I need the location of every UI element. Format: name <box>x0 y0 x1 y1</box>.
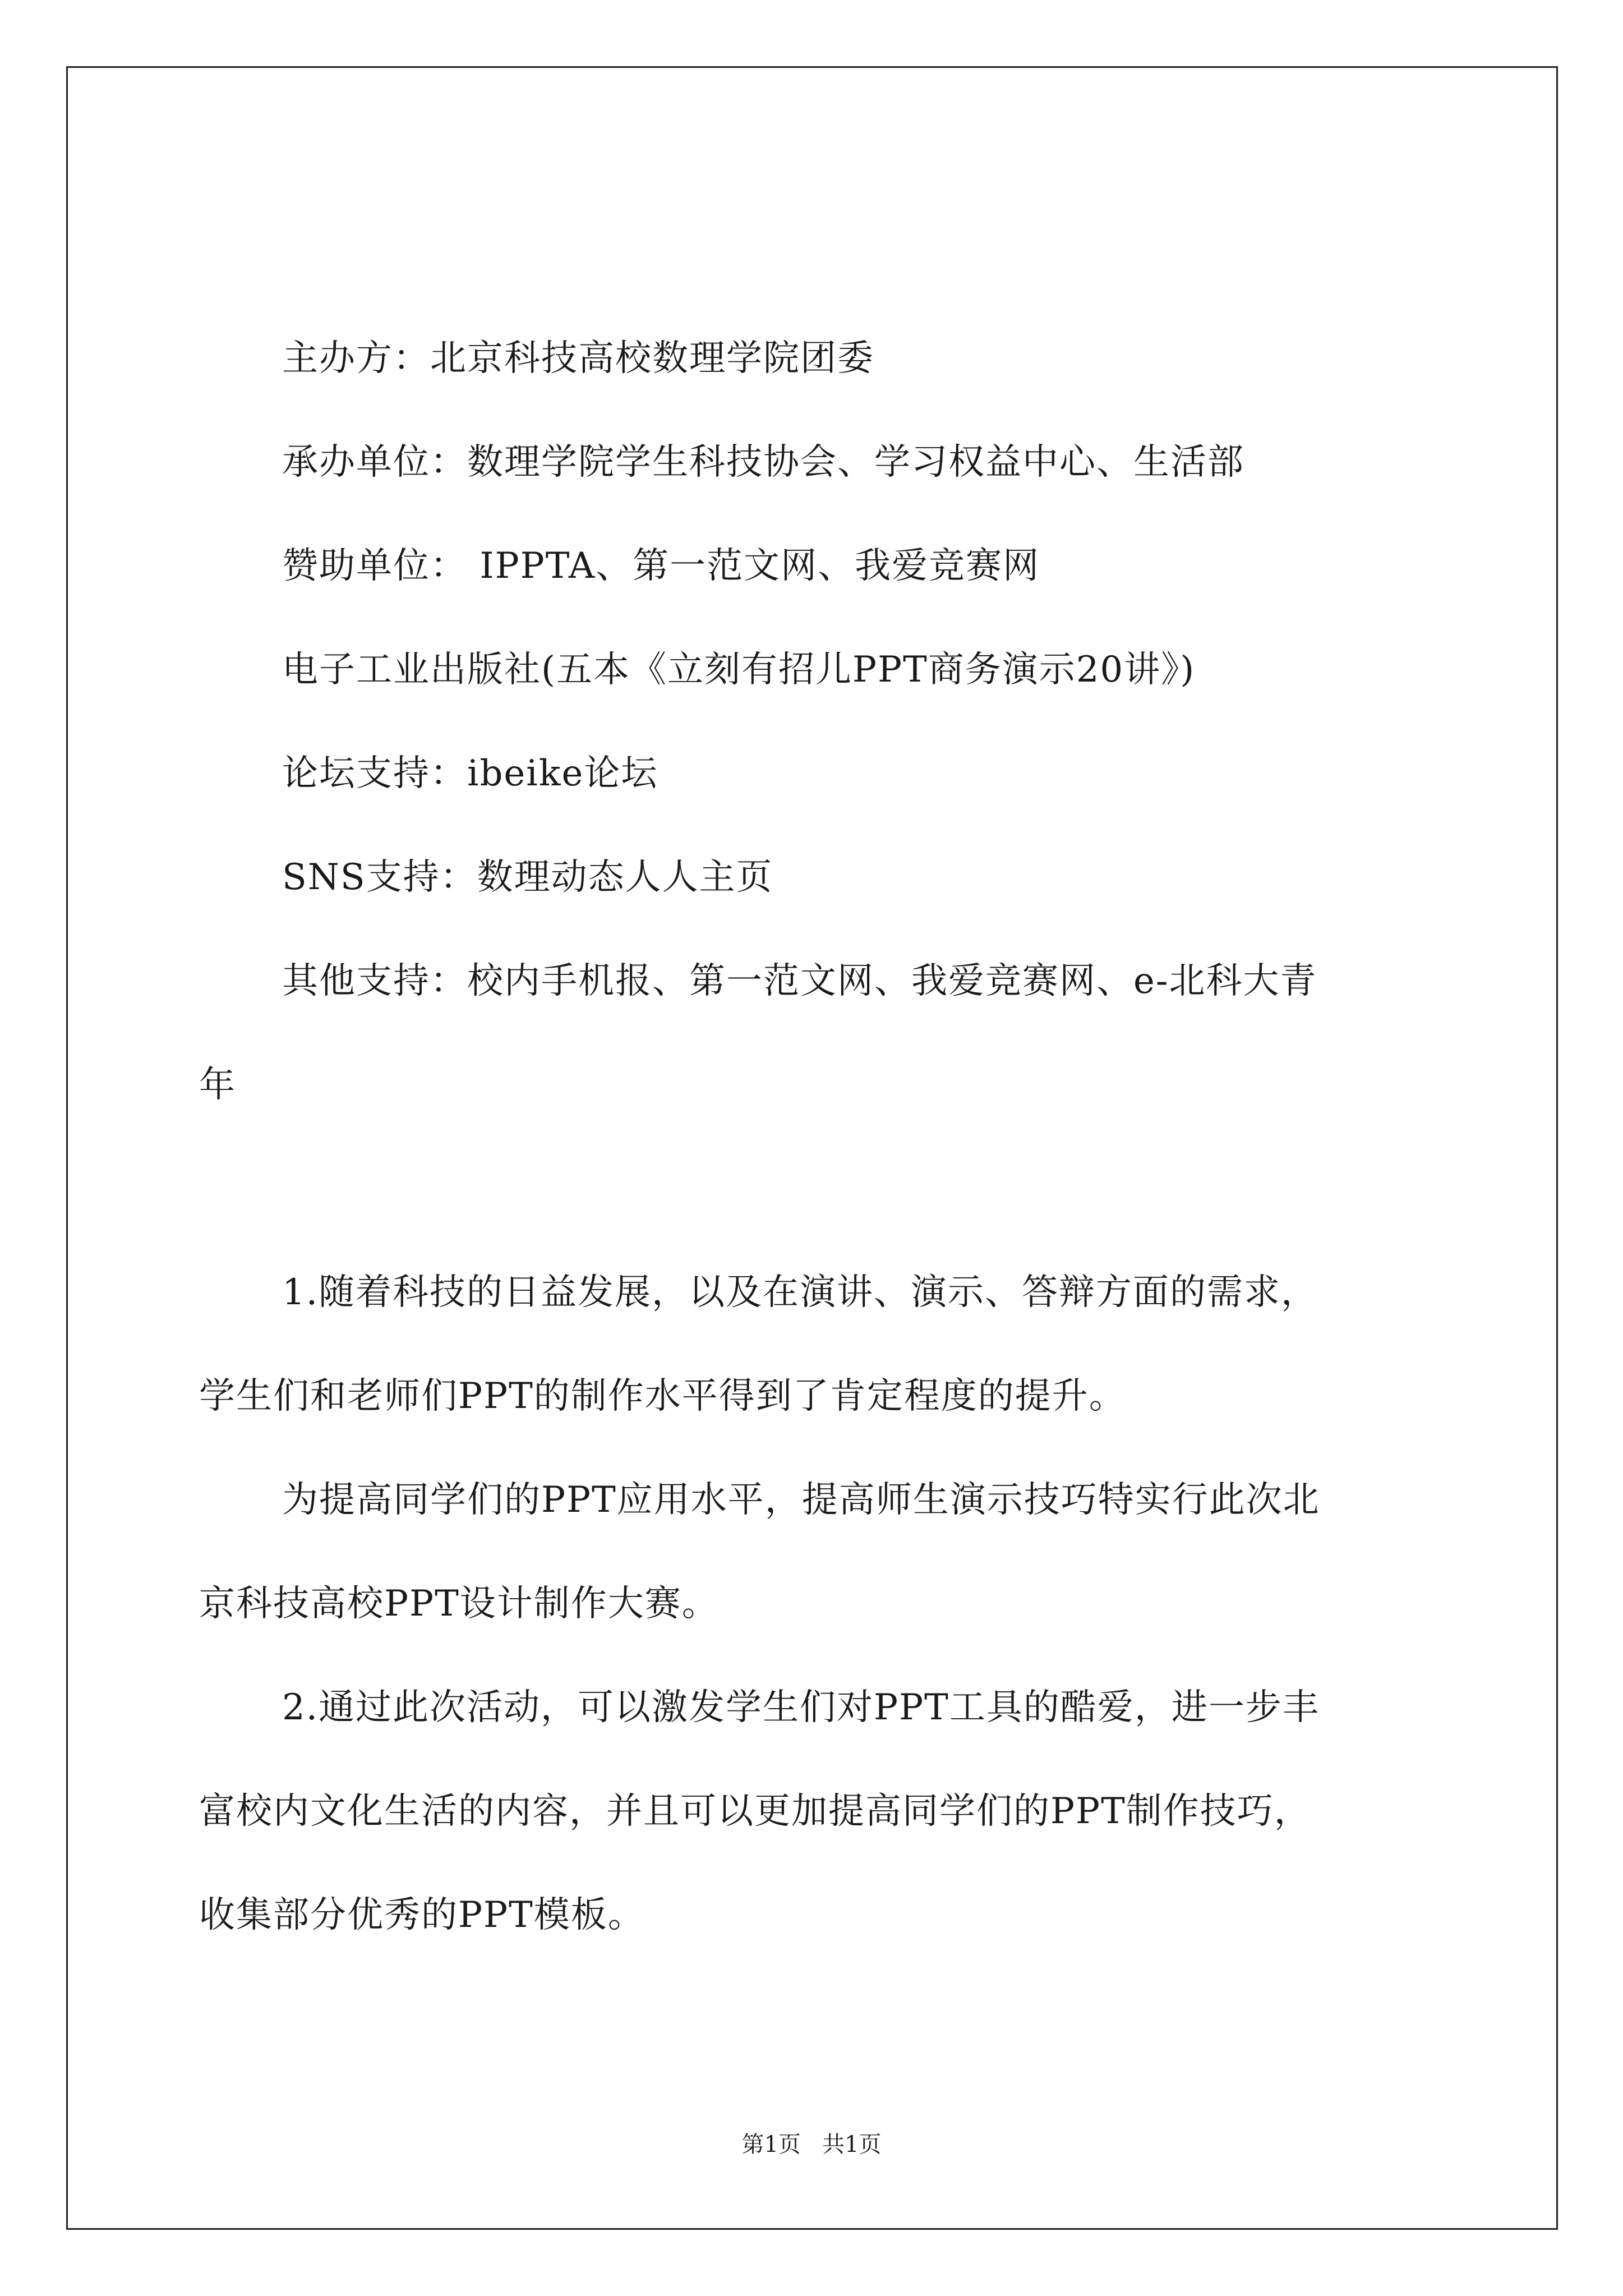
paragraph-sns-support: SNS支持：数理动态人人主页 <box>282 857 773 898</box>
paragraph-sponsor: 赞助单位： IPPTA、第一范文网、我爱竞赛网 <box>282 545 1040 587</box>
paragraph-background-2-cont: 富校内文化生活的内容，并且可以更加提高同学们的PPT制作技巧， <box>199 1791 1311 1832</box>
paragraph-background-1: 1.随着科技的日益发展，以及在演讲、演示、答辩方面的需求， <box>282 1272 1318 1313</box>
paragraph-undertaker: 承办单位：数理学院学生科技协会、学习权益中心、生活部 <box>282 441 1244 483</box>
paragraph-publisher: 电子工业出版社(五本《立刻有招儿PPT商务演示20讲》) <box>282 649 1196 691</box>
page-number-footer: 第1页 共1页 <box>741 2132 882 2157</box>
paragraph-background-2-cont-2: 收集部分优秀的PPT模板。 <box>199 1894 645 1936</box>
paragraph-purpose: 为提高同学们的PPT应用水平，提高师生演示技巧特实行此次北 <box>282 1479 1320 1521</box>
paragraph-purpose-cont: 京科技高校PPT设计制作大赛。 <box>199 1583 719 1625</box>
paragraph-other-support: 其他支持：校内手机报、第一范文网、我爱竞赛网、e-北科大青 <box>282 960 1317 1002</box>
paragraph-background-1-cont: 学生们和老师们PPT的制作水平得到了肯定程度的提升。 <box>199 1375 1126 1417</box>
paragraph-forum-support: 论坛支持：ibeike论坛 <box>282 753 658 794</box>
paragraph-other-support-cont: 年 <box>199 1064 236 1106</box>
paragraph-organizer: 主办方：北京科技高校数理学院团委 <box>282 338 874 379</box>
paragraph-background-2: 2.通过此次活动，可以激发学生们对PPT工具的酷爱，进一步丰 <box>282 1687 1320 1728</box>
